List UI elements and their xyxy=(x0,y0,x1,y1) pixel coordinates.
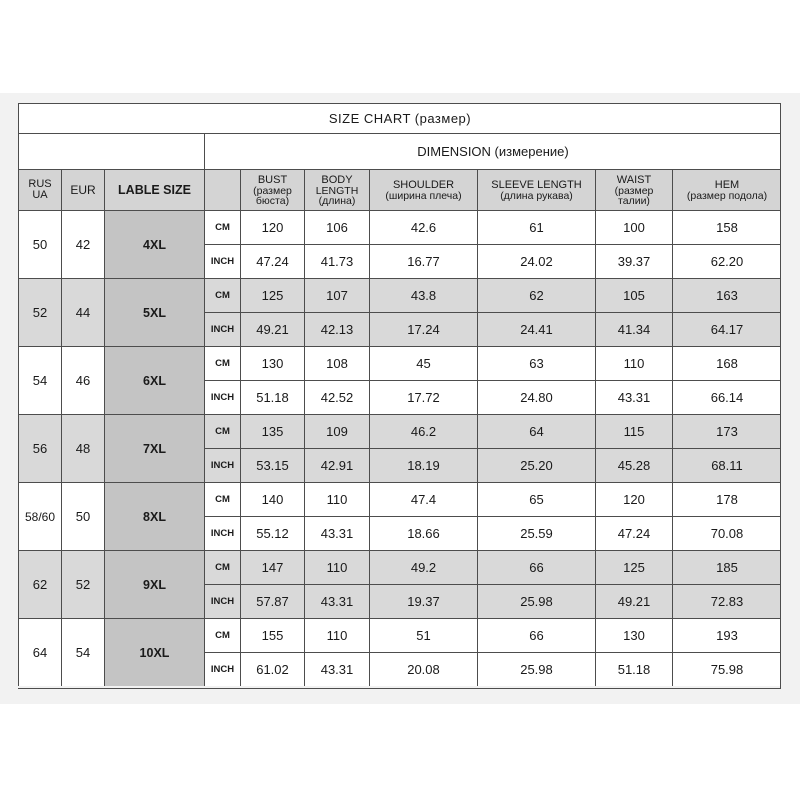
header-shoulder xyxy=(369,169,477,210)
cm-value-cell: 125 xyxy=(595,550,672,584)
unit-cm-cell: CM xyxy=(204,346,240,380)
lable-size-cell: 10XL xyxy=(104,618,204,686)
header-text: BODY xyxy=(321,173,353,186)
header-text: (размер xyxy=(253,184,292,197)
unit-inch-cell: INCH xyxy=(204,380,240,414)
inch-value-cell: 18.66 xyxy=(369,516,477,550)
inch-value-cell: 49.21 xyxy=(595,584,672,618)
header-text: WAIST xyxy=(616,173,652,186)
unit-cm-cell: CM xyxy=(204,414,240,448)
inch-value-cell: 25.98 xyxy=(477,584,595,618)
size-chart-table xyxy=(18,103,781,689)
header-hem xyxy=(672,169,781,210)
cm-value-cell: 64 xyxy=(477,414,595,448)
inch-value-cell: 49.21 xyxy=(240,312,304,346)
cm-value-cell: 110 xyxy=(304,482,369,516)
inch-value-cell: 51.18 xyxy=(240,380,304,414)
unit-inch-cell: INCH xyxy=(204,448,240,482)
inch-value-cell: 57.87 xyxy=(240,584,304,618)
eur-size-cell: 42 xyxy=(61,210,104,278)
blank-header-cell xyxy=(18,133,204,169)
inch-value-cell: 64.17 xyxy=(672,312,781,346)
cm-value-cell: 140 xyxy=(240,482,304,516)
rus-size-cell: 50 xyxy=(18,210,61,278)
cm-value-cell: 168 xyxy=(672,346,781,380)
rus-size-cell: 56 xyxy=(18,414,61,482)
inch-value-cell: 70.08 xyxy=(672,516,781,550)
cm-value-cell: 120 xyxy=(240,210,304,244)
header-text: бюста) xyxy=(255,194,290,207)
cm-value-cell: 46.2 xyxy=(369,414,477,448)
header-lable-size: LABLE SIZE xyxy=(104,169,204,210)
unit-inch-cell: INCH xyxy=(204,584,240,618)
cm-value-cell: 62 xyxy=(477,278,595,312)
inch-value-cell: 25.59 xyxy=(477,516,595,550)
cm-value-cell: 43.8 xyxy=(369,278,477,312)
lable-size-cell: 5XL xyxy=(104,278,204,346)
cm-value-cell: 47.4 xyxy=(369,482,477,516)
unit-inch-cell: INCH xyxy=(204,652,240,686)
cm-value-cell: 135 xyxy=(240,414,304,448)
inch-value-cell: 66.14 xyxy=(672,380,781,414)
inch-value-cell: 41.34 xyxy=(595,312,672,346)
unit-inch-cell: INCH xyxy=(204,244,240,278)
rus-size-cell: 64 xyxy=(18,618,61,686)
inch-value-cell: 41.73 xyxy=(304,244,369,278)
inch-value-cell: 62.20 xyxy=(672,244,781,278)
unit-inch-cell: INCH xyxy=(204,516,240,550)
cm-value-cell: 63 xyxy=(477,346,595,380)
rus-size-cell: 58/60 xyxy=(18,482,61,550)
inch-value-cell: 42.52 xyxy=(304,380,369,414)
unit-cm-cell: CM xyxy=(204,482,240,516)
cm-value-cell: 130 xyxy=(595,618,672,652)
inch-value-cell: 42.13 xyxy=(304,312,369,346)
cm-value-cell: 110 xyxy=(304,550,369,584)
header-body xyxy=(304,169,369,210)
inch-value-cell: 51.18 xyxy=(595,652,672,686)
eur-size-cell: 46 xyxy=(61,346,104,414)
inch-value-cell: 42.91 xyxy=(304,448,369,482)
header-eur: EUR xyxy=(61,169,104,210)
eur-size-cell: 44 xyxy=(61,278,104,346)
inch-value-cell: 53.15 xyxy=(240,448,304,482)
inch-value-cell: 72.83 xyxy=(672,584,781,618)
eur-size-cell: 52 xyxy=(61,550,104,618)
inch-value-cell: 19.37 xyxy=(369,584,477,618)
cm-value-cell: 109 xyxy=(304,414,369,448)
lable-size-cell: 9XL xyxy=(104,550,204,618)
cm-value-cell: 173 xyxy=(672,414,781,448)
cm-value-cell: 110 xyxy=(304,618,369,652)
cm-value-cell: 163 xyxy=(672,278,781,312)
inch-value-cell: 45.28 xyxy=(595,448,672,482)
header-sleeve-length xyxy=(477,169,595,210)
lable-size-cell: 4XL xyxy=(104,210,204,278)
header-text: UA xyxy=(32,189,48,201)
cm-value-cell: 193 xyxy=(672,618,781,652)
cm-value-cell: 108 xyxy=(304,346,369,380)
header-text: (ширина плеча) xyxy=(385,189,462,202)
cm-value-cell: 66 xyxy=(477,618,595,652)
inch-value-cell: 24.41 xyxy=(477,312,595,346)
inch-value-cell: 43.31 xyxy=(304,584,369,618)
unit-cm-cell: CM xyxy=(204,550,240,584)
header-text: SHOULDER xyxy=(392,178,455,191)
header-text: (длина рукава) xyxy=(500,189,573,202)
cm-value-cell: 49.2 xyxy=(369,550,477,584)
inch-value-cell: 47.24 xyxy=(240,244,304,278)
header-text: (размер подола) xyxy=(686,189,768,202)
cm-value-cell: 120 xyxy=(595,482,672,516)
header-bust xyxy=(240,169,304,210)
cm-value-cell: 115 xyxy=(595,414,672,448)
eur-size-cell: 54 xyxy=(61,618,104,686)
cm-value-cell: 45 xyxy=(369,346,477,380)
cm-value-cell: 66 xyxy=(477,550,595,584)
lable-size-cell: 6XL xyxy=(104,346,204,414)
cm-value-cell: 65 xyxy=(477,482,595,516)
eur-size-cell: 50 xyxy=(61,482,104,550)
header-text: RUS xyxy=(28,178,52,190)
cm-value-cell: 125 xyxy=(240,278,304,312)
unit-cm-cell: CM xyxy=(204,210,240,244)
unit-cm-cell: CM xyxy=(204,618,240,652)
rus-size-cell: 52 xyxy=(18,278,61,346)
inch-value-cell: 17.24 xyxy=(369,312,477,346)
inch-value-cell: 43.31 xyxy=(304,516,369,550)
inch-value-cell: 20.08 xyxy=(369,652,477,686)
cm-value-cell: 100 xyxy=(595,210,672,244)
header-text: (размер xyxy=(614,184,654,197)
cm-value-cell: 178 xyxy=(672,482,781,516)
lable-size-cell: 7XL xyxy=(104,414,204,482)
inch-value-cell: 47.24 xyxy=(595,516,672,550)
header-rus-ua xyxy=(18,169,61,210)
inch-value-cell: 25.20 xyxy=(477,448,595,482)
inch-value-cell: 17.72 xyxy=(369,380,477,414)
inch-value-cell: 75.98 xyxy=(672,652,781,686)
cm-value-cell: 106 xyxy=(304,210,369,244)
cm-value-cell: 147 xyxy=(240,550,304,584)
rus-size-cell: 54 xyxy=(18,346,61,414)
header-text: талии) xyxy=(618,194,650,207)
inch-value-cell: 43.31 xyxy=(304,652,369,686)
inch-value-cell: 16.77 xyxy=(369,244,477,278)
header-text: BUST xyxy=(257,173,288,186)
inch-value-cell: 39.37 xyxy=(595,244,672,278)
cm-value-cell: 107 xyxy=(304,278,369,312)
cm-value-cell: 185 xyxy=(672,550,781,584)
lable-size-cell: 8XL xyxy=(104,482,204,550)
cm-value-cell: 158 xyxy=(672,210,781,244)
rus-size-cell: 62 xyxy=(18,550,61,618)
header-unit-blank xyxy=(204,169,240,210)
header-waist xyxy=(595,169,672,210)
cm-value-cell: 51 xyxy=(369,618,477,652)
header-text: HEM xyxy=(714,178,740,191)
eur-size-cell: 48 xyxy=(61,414,104,482)
inch-value-cell: 61.02 xyxy=(240,652,304,686)
cm-value-cell: 155 xyxy=(240,618,304,652)
cm-value-cell: 61 xyxy=(477,210,595,244)
dimension-header: DIMENSION (измерение) xyxy=(204,133,781,169)
inch-value-cell: 24.80 xyxy=(477,380,595,414)
cm-value-cell: 130 xyxy=(240,346,304,380)
unit-inch-cell: INCH xyxy=(204,312,240,346)
cm-value-cell: 105 xyxy=(595,278,672,312)
header-text: (длина) xyxy=(318,194,356,207)
cm-value-cell: 42.6 xyxy=(369,210,477,244)
cm-value-cell: 110 xyxy=(595,346,672,380)
inch-value-cell: 43.31 xyxy=(595,380,672,414)
unit-cm-cell: CM xyxy=(204,278,240,312)
chart-title: SIZE CHART (размер) xyxy=(18,103,781,133)
header-text: SLEEVE LENGTH xyxy=(491,178,582,191)
inch-value-cell: 25.98 xyxy=(477,652,595,686)
inch-value-cell: 55.12 xyxy=(240,516,304,550)
inch-value-cell: 68.11 xyxy=(672,448,781,482)
inch-value-cell: 18.19 xyxy=(369,448,477,482)
inch-value-cell: 24.02 xyxy=(477,244,595,278)
header-text: LENGTH xyxy=(315,184,359,197)
